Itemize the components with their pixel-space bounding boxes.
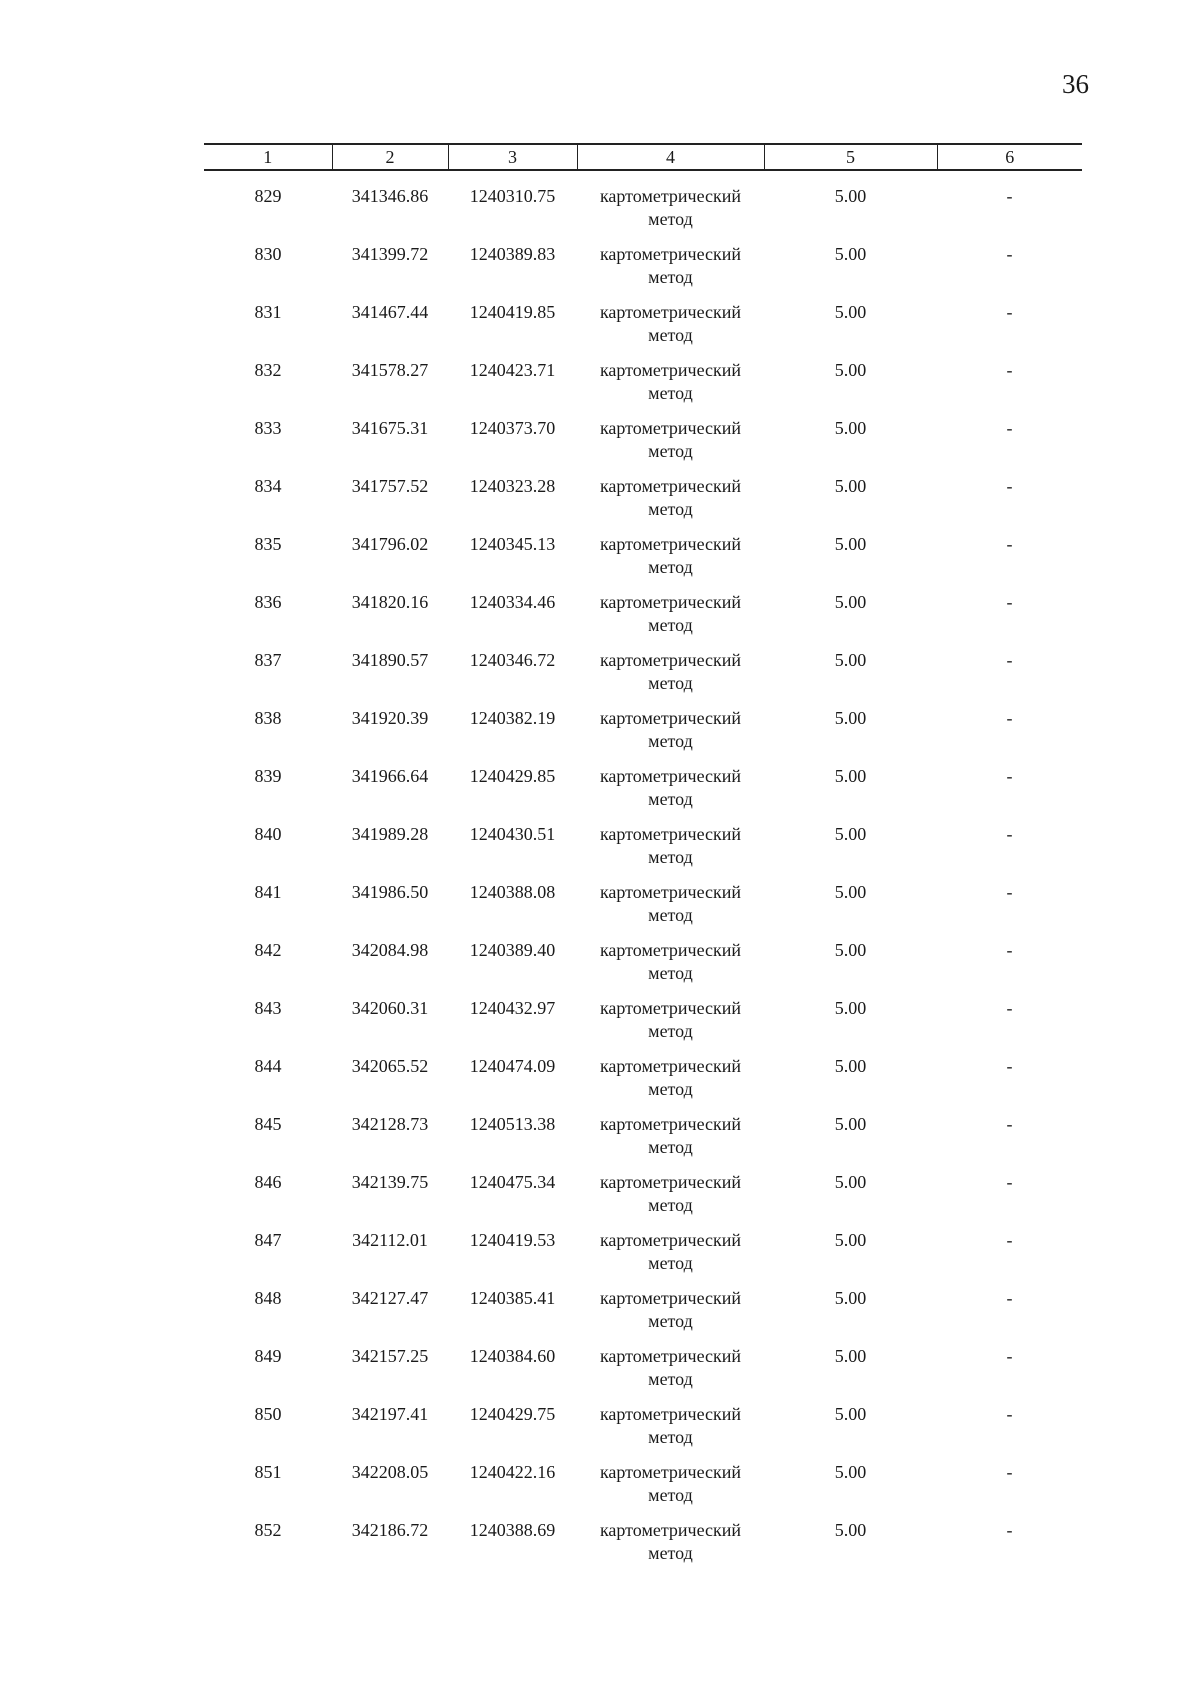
method-line-2: метод: [648, 731, 693, 751]
y-coordinate-cell: 1240475.34: [469, 1172, 556, 1192]
method-line-2: метод: [648, 1195, 693, 1215]
point-number-cell: 838: [254, 708, 282, 728]
y-coordinate-cell: 1240310.75: [469, 186, 556, 206]
x-coordinate-cell: 342112.01: [352, 1230, 428, 1250]
x-coordinate-cell: 341757.52: [351, 476, 429, 496]
x-coordinate-cell: 341890.57: [351, 650, 429, 670]
method-line-2: метод: [648, 1021, 693, 1041]
x-coordinate-cell: 342186.72: [351, 1520, 429, 1540]
y-coordinate-cell: 1240373.70: [469, 418, 556, 438]
column-header-3: 3: [448, 144, 577, 170]
x-coordinate-cell: 342084.98: [351, 940, 429, 960]
method-line-2: метод: [648, 615, 693, 635]
x-coordinate-cell: 341796.02: [351, 534, 429, 554]
x-coordinate-cell: 341346.86: [351, 186, 429, 206]
table-row: [204, 170, 1082, 242]
note-cell: -: [1006, 302, 1013, 322]
table-row: [204, 822, 1082, 880]
method-line-1: картометрический: [599, 1172, 742, 1192]
method-cell: [577, 416, 764, 474]
accuracy-cell: 5.00: [834, 940, 867, 960]
method-line-1: картометрический: [599, 998, 742, 1018]
note-cell: -: [1006, 1230, 1013, 1250]
table-row: [204, 880, 1082, 938]
point-number-cell: 840: [254, 824, 282, 844]
table-row: [204, 996, 1082, 1054]
note-cell: -: [1006, 418, 1013, 438]
method-line-2: метод: [648, 383, 693, 403]
y-coordinate-cell: 1240422.16: [469, 1462, 556, 1482]
note-cell: -: [1006, 708, 1013, 728]
table-row: [204, 1170, 1082, 1228]
point-number-cell: 830: [254, 244, 282, 264]
accuracy-cell: 5.00: [834, 476, 867, 496]
note-cell: -: [1006, 1404, 1013, 1424]
method-line-1: картометрический: [599, 940, 742, 960]
table-row: [204, 1460, 1082, 1518]
table-row: [204, 1228, 1082, 1286]
table-row: [204, 706, 1082, 764]
x-coordinate-cell: 341820.16: [351, 592, 429, 612]
method-cell: [577, 1054, 764, 1112]
note-cell: -: [1006, 1520, 1013, 1540]
note-cell: -: [1006, 1172, 1013, 1192]
y-coordinate-cell: 1240385.41: [469, 1288, 556, 1308]
y-coordinate-cell: 1240382.19: [469, 708, 556, 728]
accuracy-cell: 5.00: [834, 360, 867, 380]
method-line-2: метод: [648, 267, 693, 287]
table-row: [204, 1344, 1082, 1402]
y-coordinate-cell: 1240334.46: [469, 592, 556, 612]
accuracy-cell: 5.00: [834, 824, 867, 844]
method-cell: [577, 300, 764, 358]
y-coordinate-cell: 1240388.08: [469, 882, 556, 902]
method-line-1: картометрический: [599, 1346, 742, 1366]
method-line-2: метод: [648, 1543, 693, 1563]
method-line-1: картометрический: [599, 476, 742, 496]
y-coordinate-cell: 1240345.13: [469, 534, 556, 554]
x-coordinate-cell: 342139.75: [351, 1172, 429, 1192]
accuracy-cell: 5.00: [834, 244, 867, 264]
note-cell: -: [1006, 998, 1013, 1018]
method-line-1: картометрический: [599, 360, 742, 380]
y-coordinate-cell: 1240429.75: [469, 1404, 556, 1424]
table-row: [204, 300, 1082, 358]
method-line-2: метод: [648, 905, 693, 925]
column-header-5: 5: [764, 144, 937, 170]
note-cell: -: [1006, 766, 1013, 786]
method-line-2: метод: [648, 441, 693, 461]
accuracy-cell: 5.00: [834, 882, 867, 902]
page-number: 36: [1062, 69, 1089, 99]
column-header-6: 6: [937, 144, 1082, 170]
table-row: [204, 938, 1082, 996]
y-coordinate-cell: 1240419.85: [469, 302, 556, 322]
method-line-2: метод: [648, 673, 693, 693]
note-cell: -: [1006, 360, 1013, 380]
point-number-cell: 852: [254, 1520, 282, 1540]
note-cell: -: [1006, 1114, 1013, 1134]
method-cell: [577, 1170, 764, 1228]
point-number-cell: 834: [254, 476, 282, 496]
method-cell: [577, 706, 764, 764]
accuracy-cell: 5.00: [834, 766, 867, 786]
table-row: [204, 1054, 1082, 1112]
method-cell: [577, 648, 764, 706]
note-cell: -: [1006, 592, 1013, 612]
method-line-1: картометрический: [599, 766, 742, 786]
y-coordinate-cell: 1240346.72: [469, 650, 556, 670]
method-line-2: метод: [648, 789, 693, 809]
method-line-2: метод: [648, 1079, 693, 1099]
note-cell: -: [1006, 534, 1013, 554]
x-coordinate-cell: 341920.39: [351, 708, 429, 728]
column-header-1: 1: [204, 144, 332, 170]
method-line-1: картометрический: [599, 1056, 742, 1076]
method-cell: [577, 938, 764, 996]
method-line-2: метод: [648, 1253, 693, 1273]
note-cell: -: [1006, 824, 1013, 844]
accuracy-cell: 5.00: [834, 998, 867, 1018]
point-number-cell: 829: [254, 186, 282, 206]
accuracy-cell: 5.00: [834, 1462, 867, 1482]
x-coordinate-cell: 342060.31: [351, 998, 429, 1018]
method-line-2: метод: [648, 209, 693, 229]
method-line-1: картометрический: [599, 650, 742, 670]
y-coordinate-cell: 1240423.71: [469, 360, 556, 380]
y-coordinate-cell: 1240323.28: [469, 476, 556, 496]
table-row: [204, 242, 1082, 300]
point-number-cell: 833: [254, 418, 282, 438]
point-number-cell: 836: [254, 592, 282, 612]
y-coordinate-cell: 1240474.09: [469, 1056, 556, 1076]
point-number-cell: 842: [254, 940, 282, 960]
method-line-1: картометрический: [599, 1114, 742, 1134]
x-coordinate-cell: 341966.64: [351, 766, 429, 786]
note-cell: -: [1006, 476, 1013, 496]
point-number-cell: 832: [254, 360, 282, 380]
y-coordinate-cell: 1240389.83: [469, 244, 556, 264]
y-coordinate-cell: 1240419.53: [469, 1230, 556, 1250]
method-cell: [577, 1402, 764, 1460]
table-row: [204, 416, 1082, 474]
column-header-4: 4: [577, 144, 764, 170]
table-row: [204, 358, 1082, 416]
method-cell: [577, 996, 764, 1054]
table-row: [204, 648, 1082, 706]
x-coordinate-cell: 341578.27: [351, 360, 429, 380]
method-cell: [577, 1112, 764, 1170]
note-cell: -: [1006, 1346, 1013, 1366]
accuracy-cell: 5.00: [834, 1114, 867, 1134]
y-coordinate-cell: 1240389.40: [469, 940, 556, 960]
method-cell: [577, 822, 764, 880]
method-line-2: метод: [648, 1137, 693, 1157]
x-coordinate-cell: 342127.47: [351, 1288, 429, 1308]
method-line-2: метод: [648, 1369, 693, 1389]
method-cell: [577, 1460, 764, 1518]
header-row: [204, 144, 1082, 170]
accuracy-cell: 5.00: [834, 650, 867, 670]
accuracy-cell: 5.00: [834, 1346, 867, 1366]
method-line-1: картометрический: [599, 592, 742, 612]
method-line-1: картометрический: [599, 244, 742, 264]
accuracy-cell: 5.00: [834, 186, 867, 206]
point-number-cell: 848: [254, 1288, 282, 1308]
accuracy-cell: 5.00: [834, 592, 867, 612]
point-number-cell: 841: [254, 882, 282, 902]
method-line-2: метод: [648, 499, 693, 519]
method-cell: [577, 764, 764, 822]
accuracy-cell: 5.00: [834, 1404, 867, 1424]
point-number-cell: 850: [254, 1404, 282, 1424]
x-coordinate-cell: 341989.28: [351, 824, 429, 844]
y-coordinate-cell: 1240388.69: [469, 1520, 556, 1540]
x-coordinate-cell: 341675.31: [351, 418, 429, 438]
x-coordinate-cell: 342197.41: [351, 1404, 429, 1424]
method-line-2: метод: [648, 325, 693, 345]
point-number-cell: 844: [254, 1056, 282, 1076]
x-coordinate-cell: 342157.25: [351, 1346, 429, 1366]
method-line-2: метод: [648, 1311, 693, 1331]
note-cell: -: [1006, 1288, 1013, 1308]
table-row: [204, 764, 1082, 822]
method-line-2: метод: [648, 1427, 693, 1447]
x-coordinate-cell: 341399.72: [351, 244, 429, 264]
method-line-2: метод: [648, 1485, 693, 1505]
method-line-1: картометрический: [599, 824, 742, 844]
method-line-1: картометрический: [599, 1404, 742, 1424]
method-line-2: метод: [648, 847, 693, 867]
point-number-cell: 849: [254, 1346, 282, 1366]
accuracy-cell: 5.00: [834, 302, 867, 322]
y-coordinate-cell: 1240429.85: [469, 766, 556, 786]
method-line-2: метод: [648, 963, 693, 983]
note-cell: -: [1006, 882, 1013, 902]
method-cell: [577, 590, 764, 648]
note-cell: -: [1006, 1056, 1013, 1076]
x-coordinate-cell: 341467.44: [351, 302, 429, 322]
method-line-1: картометрический: [599, 186, 742, 206]
accuracy-cell: 5.00: [834, 418, 867, 438]
note-cell: -: [1006, 1462, 1013, 1482]
table-row: [204, 532, 1082, 590]
point-number-cell: 831: [254, 302, 282, 322]
method-cell: [577, 170, 764, 242]
note-cell: -: [1006, 244, 1013, 264]
table-row: [204, 590, 1082, 648]
method-cell: [577, 242, 764, 300]
note-cell: -: [1006, 186, 1013, 206]
table-row: [204, 1402, 1082, 1460]
point-number-cell: 835: [254, 534, 282, 554]
point-number-cell: 839: [254, 766, 282, 786]
y-coordinate-cell: 1240430.51: [469, 824, 556, 844]
table-header: [204, 144, 1082, 170]
method-cell: [577, 358, 764, 416]
method-cell: [577, 1344, 764, 1402]
y-coordinate-cell: 1240384.60: [469, 1346, 556, 1366]
note-cell: -: [1006, 650, 1013, 670]
method-cell: [577, 532, 764, 590]
table-row: [204, 474, 1082, 532]
method-line-1: картометрический: [599, 1288, 742, 1308]
method-line-1: картометрический: [599, 1230, 742, 1250]
accuracy-cell: 5.00: [834, 1230, 867, 1250]
coordinates-table: [204, 143, 1082, 1576]
table-row: [204, 1518, 1082, 1576]
point-number-cell: 847: [254, 1230, 282, 1250]
point-number-cell: 843: [254, 998, 282, 1018]
y-coordinate-cell: 1240432.97: [469, 998, 556, 1018]
method-line-1: картометрический: [599, 1520, 742, 1540]
method-line-1: картометрический: [599, 708, 742, 728]
x-coordinate-cell: 342128.73: [351, 1114, 429, 1134]
method-cell: [577, 1228, 764, 1286]
column-header-2: 2: [332, 144, 448, 170]
table-row: [204, 1286, 1082, 1344]
accuracy-cell: 5.00: [834, 1520, 867, 1540]
point-number-cell: 846: [254, 1172, 282, 1192]
method-cell: [577, 474, 764, 532]
method-line-2: метод: [648, 557, 693, 577]
accuracy-cell: 5.00: [834, 708, 867, 728]
accuracy-cell: 5.00: [834, 1288, 867, 1308]
x-coordinate-cell: 342208.05: [351, 1462, 429, 1482]
accuracy-cell: 5.00: [834, 1172, 867, 1192]
y-coordinate-cell: 1240513.38: [469, 1114, 556, 1134]
method-line-1: картометрический: [599, 418, 742, 438]
method-line-1: картометрический: [599, 882, 742, 902]
table-row: [204, 1112, 1082, 1170]
x-coordinate-cell: 341986.50: [351, 882, 429, 902]
method-cell: [577, 1518, 764, 1576]
method-line-1: картометрический: [599, 1462, 742, 1482]
x-coordinate-cell: 342065.52: [351, 1056, 429, 1076]
note-cell: -: [1006, 940, 1013, 960]
method-cell: [577, 1286, 764, 1344]
accuracy-cell: 5.00: [834, 1056, 867, 1076]
method-cell: [577, 880, 764, 938]
point-number-cell: 845: [254, 1114, 282, 1134]
method-line-1: картометрический: [599, 302, 742, 322]
point-number-cell: 837: [254, 650, 282, 670]
method-line-1: картометрический: [599, 534, 742, 554]
accuracy-cell: 5.00: [834, 534, 867, 554]
table-body: [204, 170, 1082, 1576]
point-number-cell: 851: [254, 1462, 282, 1482]
